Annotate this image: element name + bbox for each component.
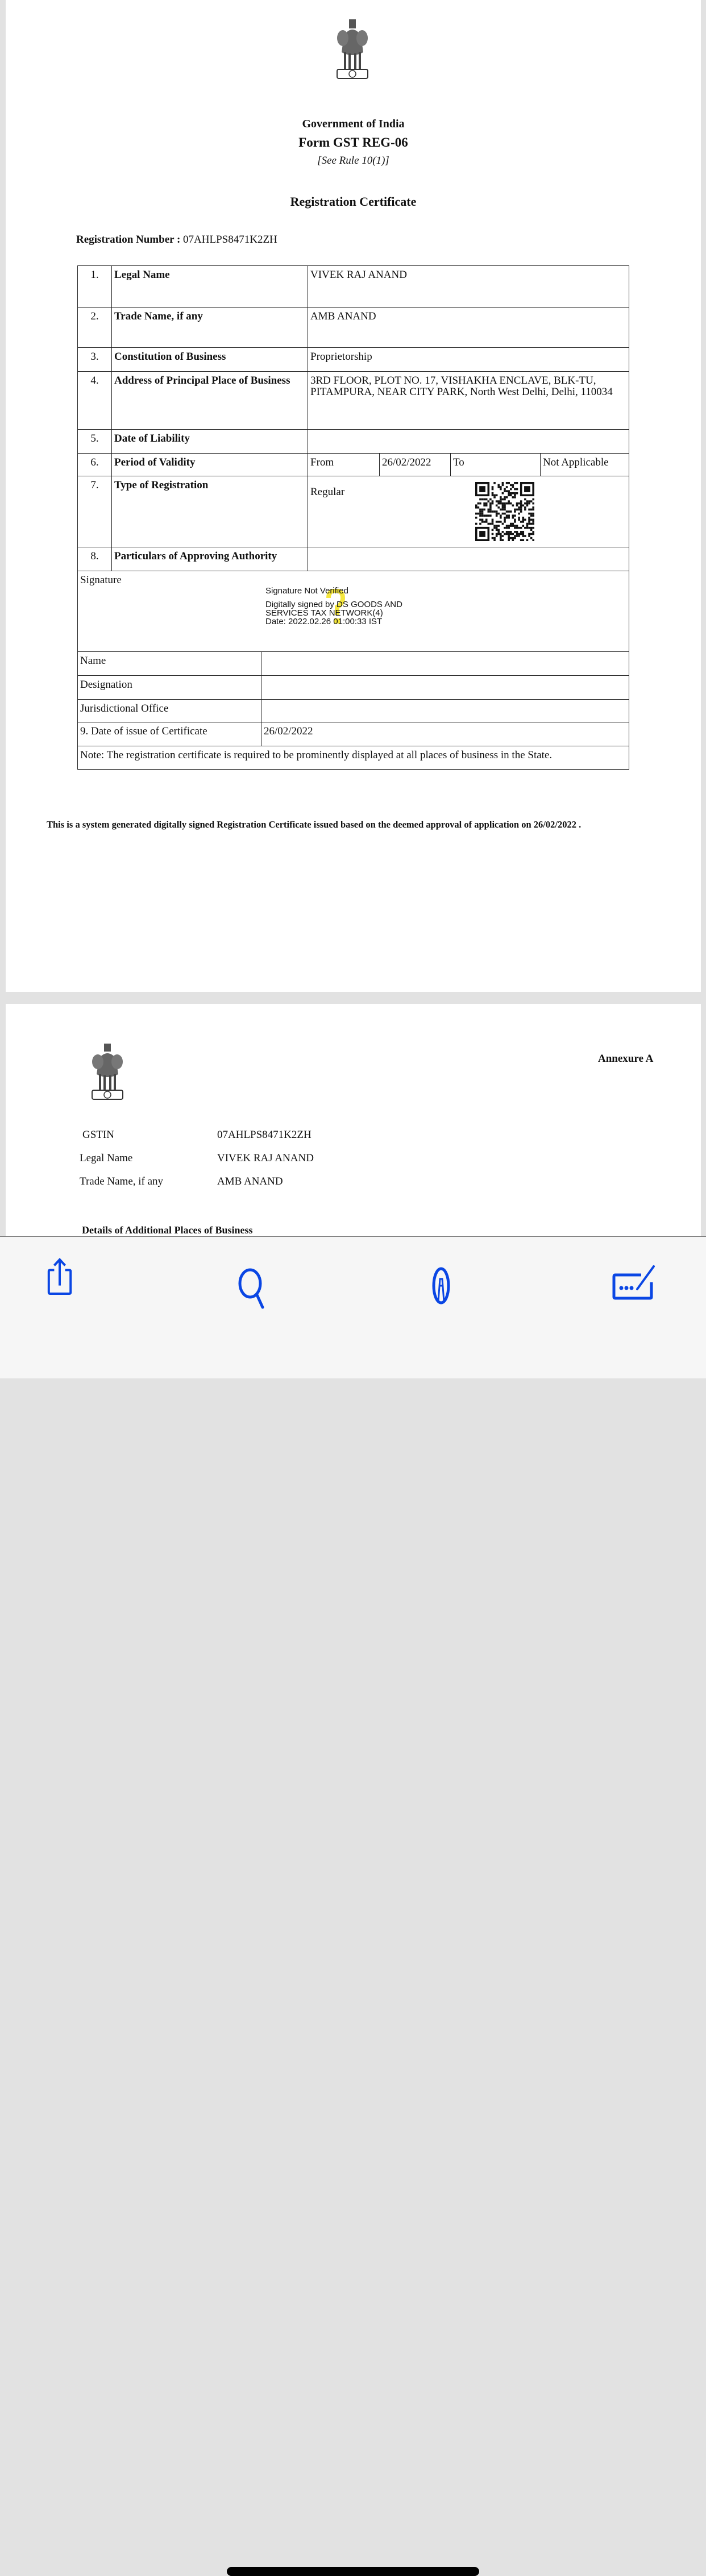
trade-name-value: AMB ANAND: [308, 308, 629, 348]
row-number: 1.: [78, 266, 112, 308]
liability-date-value: [308, 430, 629, 454]
signature-status: Signature Not Verified: [265, 586, 348, 596]
national-emblem-icon: [331, 13, 373, 89]
row-label: Constitution of Business: [112, 348, 308, 372]
legal-name-label: Legal Name: [80, 1152, 133, 1164]
digital-signature-block[interactable]: [265, 587, 402, 626]
authority-table: [77, 571, 629, 770]
registration-details-table: [77, 265, 629, 571]
system-generated-note: This is a system generated digitally signed Registration Certificate issued based on the deemed approval of application on 26/02/2022 .: [47, 819, 582, 830]
row-label: Address of Principal Place of Business: [112, 372, 308, 430]
row-number: 3.: [78, 348, 112, 372]
trade-name-value: AMB ANAND: [217, 1175, 283, 1187]
row-number: 5.: [78, 430, 112, 454]
signature-icon[interactable]: [611, 1265, 656, 1311]
row-label: Legal Name: [112, 266, 308, 308]
table-row: [78, 676, 629, 700]
share-icon[interactable]: [37, 1257, 82, 1303]
table-row: [78, 547, 629, 571]
row-label: Particulars of Approving Authority: [112, 547, 308, 571]
note-row: [78, 746, 629, 770]
legal-name-value: VIVEK RAJ ANAND: [308, 266, 629, 308]
row-label: Trade Name, if any: [112, 308, 308, 348]
table-row: [78, 308, 629, 348]
trade-name-label: Trade Name, if any: [80, 1175, 164, 1187]
additional-places-heading: Details of Additional Places of Business: [82, 1224, 253, 1236]
table-row: [78, 454, 629, 476]
legal-name-value: VIVEK RAJ ANAND: [217, 1152, 314, 1164]
note-text: Note: The registration certificate is required to be prominently displayed at all places of business in the State.: [78, 746, 629, 770]
approving-authority-value: [308, 547, 629, 571]
row-label: Period of Validity: [112, 454, 308, 476]
signature-signer-line2: SERVICES TAX NETWORK(4): [265, 608, 383, 618]
table-row: [78, 652, 629, 676]
government-heading: Government of India: [302, 118, 405, 130]
issue-date-value: 26/02/2022: [261, 722, 629, 746]
address-value: 3RD FLOOR, PLOT NO. 17, VISHAKHA ENCLAVE, BLK-TU, PITAMPURA, NEAR CITY PARK, North West Delhi, Delhi, 110034: [308, 372, 629, 430]
table-row: [78, 722, 629, 746]
national-emblem-icon: [86, 1040, 128, 1106]
constitution-value: Proprietorship: [308, 348, 629, 372]
table-row: [78, 348, 629, 372]
row-number: 6.: [78, 454, 112, 476]
row-label: Type of Registration: [112, 476, 308, 547]
row-number: 8.: [78, 547, 112, 571]
signature-signer-line1: Digitally signed by DS GOODS AND: [265, 600, 402, 609]
form-title: Form GST REG-06: [298, 135, 408, 149]
gstin-label: GSTIN: [82, 1129, 114, 1141]
table-row: [78, 700, 629, 722]
validity-from-label: From: [308, 454, 380, 476]
validity-to-value: Not Applicable: [541, 454, 629, 476]
registration-number-value: 07AHLPS8471K2ZH: [183, 234, 277, 246]
row-label: Jurisdictional Office: [78, 700, 261, 722]
row-label: Name: [78, 652, 261, 676]
validity-to-label: To: [451, 454, 541, 476]
bottom-toolbar: [0, 1236, 706, 1378]
signature-label: Signature: [80, 574, 122, 586]
markup-icon[interactable]: [418, 1265, 464, 1311]
row-number: 4.: [78, 372, 112, 430]
row-value: [261, 676, 629, 700]
row-number: 2.: [78, 308, 112, 348]
certificate-title: Registration Certificate: [290, 194, 417, 209]
table-row: [78, 266, 629, 308]
registration-type-cell: [308, 476, 629, 547]
row-label: Date of Liability: [112, 430, 308, 454]
registration-number-label: Registration Number :: [76, 234, 181, 246]
table-row: [78, 476, 629, 547]
row-label: 9. Date of issue of Certificate: [78, 722, 261, 746]
table-row: [78, 372, 629, 430]
table-row: [78, 430, 629, 454]
home-indicator[interactable]: [227, 2567, 479, 2576]
rule-reference: [See Rule 10(1)]: [317, 155, 389, 167]
gstin-value: 07AHLPS8471K2ZH: [217, 1129, 312, 1141]
qr-code-icon: [475, 482, 534, 541]
row-number: 7.: [78, 476, 112, 547]
row-value: [261, 652, 629, 676]
registration-number: [76, 234, 277, 246]
row-label: Designation: [78, 676, 261, 700]
validity-from-value: 26/02/2022: [380, 454, 451, 476]
certificate-page-1: [6, 0, 701, 992]
signature-date: Date: 2022.02.26 01:00:33 IST: [265, 617, 383, 626]
signature-row: [78, 571, 629, 652]
search-icon[interactable]: [230, 1265, 275, 1311]
registration-type-value: Regular: [310, 486, 345, 498]
certificate-page-2: [6, 1004, 701, 1243]
row-value: [261, 700, 629, 722]
annexure-label: Annexure A: [598, 1053, 654, 1065]
